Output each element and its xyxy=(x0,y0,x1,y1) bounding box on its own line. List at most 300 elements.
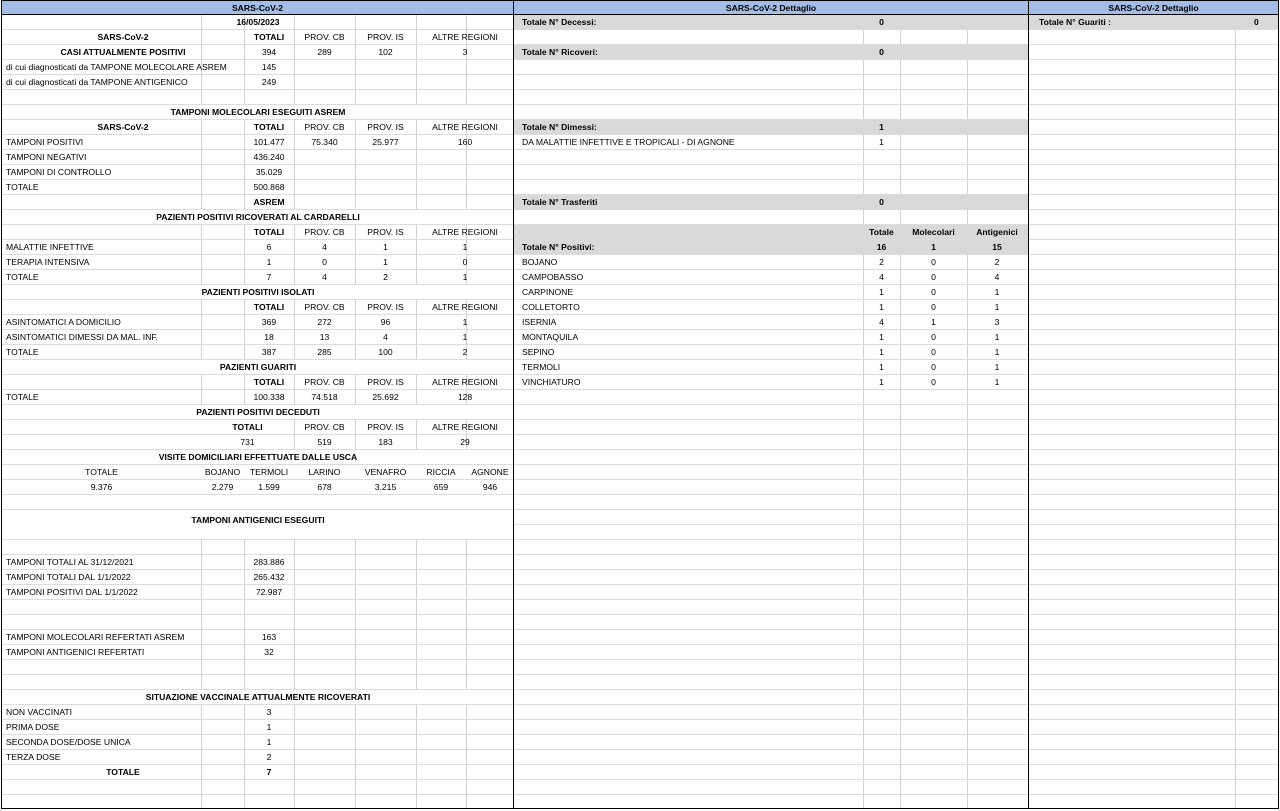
refertati-antigenici-row xyxy=(2,645,513,660)
col-cb: PROV. CB xyxy=(304,377,345,387)
col-totali: TOTALI xyxy=(253,32,285,42)
col-totali: TOTALI xyxy=(201,420,294,434)
blank-row xyxy=(514,165,1028,180)
blank-row xyxy=(1029,495,1278,510)
header-row xyxy=(2,30,513,45)
report-date: 16/05/2023 xyxy=(236,17,280,27)
comune-name: TERMOLI xyxy=(522,362,561,372)
guariti-val: 0 xyxy=(1254,17,1259,27)
deceduti-title-row xyxy=(2,405,513,420)
col-is: PROV. IS xyxy=(367,377,404,387)
blank-row xyxy=(1029,540,1278,555)
comune-tot: 2 xyxy=(879,257,884,267)
blank-row xyxy=(1029,795,1278,809)
col-cb: PROV. CB xyxy=(304,422,345,432)
comune-mol: 1 xyxy=(931,317,936,327)
col-antigenici: Antigenici xyxy=(976,227,1018,237)
cell-altre: 0 xyxy=(462,257,468,267)
col-is: PROV. IS xyxy=(367,227,404,237)
col-totali: TOTALI xyxy=(253,227,285,237)
vaccini-totale-row xyxy=(2,765,513,780)
dimessi-detail-row xyxy=(514,135,1028,150)
comune-tot: 1 xyxy=(879,377,884,387)
comune-mol: 0 xyxy=(931,272,936,282)
comune-ant: 1 xyxy=(994,347,1000,357)
blank-row xyxy=(514,675,1028,690)
ricoverati-intensiva-row xyxy=(2,255,513,270)
blank-row xyxy=(1029,420,1278,435)
row-label: TOTALE xyxy=(6,272,39,282)
guariti-title-row xyxy=(2,360,513,375)
dimessi-row xyxy=(514,120,1028,135)
cell-cb: 74.518 xyxy=(311,392,338,402)
blank-row xyxy=(1029,675,1278,690)
deceduti-header-row xyxy=(2,420,513,435)
blank-row xyxy=(514,150,1028,165)
vaccini-terza-row xyxy=(2,750,513,765)
blank-row xyxy=(514,660,1028,675)
positivi-mol: 1 xyxy=(931,242,936,252)
usca-header-row xyxy=(2,465,513,480)
cell-val: 265.432 xyxy=(253,572,285,582)
cell-tot: 7 xyxy=(266,272,272,282)
col-name: SARS-CoV-2 xyxy=(97,122,149,132)
blank-row xyxy=(1029,270,1278,285)
usca-val: 659 xyxy=(433,482,449,492)
molecolare-val: 145 xyxy=(261,62,277,72)
molecolare-row xyxy=(2,60,513,75)
guariti-panel xyxy=(1028,0,1279,809)
usca-val: 9.376 xyxy=(2,480,201,494)
blank-row xyxy=(1029,45,1278,60)
blank-row xyxy=(1029,375,1278,390)
tamponi-header-row xyxy=(2,120,513,135)
isolati-title-row xyxy=(2,285,513,300)
comune-mol: 0 xyxy=(931,332,936,342)
antigenici-pos-row xyxy=(2,585,513,600)
usca-val: 946 xyxy=(482,482,498,492)
cell-is: 4 xyxy=(383,332,388,342)
usca-title: VISITE DOMICILIARI EFFETTUATE DALLE USCA xyxy=(2,450,514,464)
blank-row xyxy=(1029,555,1278,570)
positivi-row xyxy=(514,240,1028,255)
usca-val: 3.215 xyxy=(374,482,397,492)
usca-values-row xyxy=(2,480,513,495)
tamponi-title: TAMPONI MOLECOLARI ESEGUITI ASREM xyxy=(2,105,514,119)
blank-row xyxy=(514,600,1028,615)
blank-row xyxy=(1029,615,1278,630)
cell-altre: 160 xyxy=(457,137,473,147)
positivi-header-row xyxy=(514,225,1028,240)
vaccini-non-row xyxy=(2,705,513,720)
row-label: TERAPIA INTENSIVA xyxy=(6,257,90,267)
guariti-header-row xyxy=(2,375,513,390)
col-is: PROV. IS xyxy=(367,122,404,132)
date-row xyxy=(2,15,513,30)
guariti-header: SARS-CoV-2 Dettaglio xyxy=(1029,1,1278,15)
blank-row xyxy=(1029,780,1278,795)
comune-name: CAMPOBASSO xyxy=(522,272,584,282)
blank-row xyxy=(1029,390,1278,405)
blank-row xyxy=(1029,765,1278,780)
row-label: TAMPONI MOLECOLARI REFERTATI ASREM xyxy=(6,632,185,642)
blank-row xyxy=(2,615,513,630)
positivi-label: Totale N° Positivi: xyxy=(522,242,595,252)
dimessi-detail-label: DA MALATTIE INFETTIVE E TROPICALI - DI AGNONE xyxy=(522,137,735,147)
guariti-label: Totale N° Guariti : xyxy=(1039,17,1112,27)
row-label: SECONDA DOSE/DOSE UNICA xyxy=(6,737,131,747)
comune-row xyxy=(514,255,1028,270)
row-label: TAMPONI POSITIVI DAL 1/1/2022 xyxy=(6,587,138,597)
main-sheet-header: SARS-CoV-2 xyxy=(2,1,513,15)
cell-is: 25.692 xyxy=(372,392,399,402)
blank-row xyxy=(1029,585,1278,600)
col-altre: ALTRE REGIONI xyxy=(432,32,498,42)
usca-col: LARINO xyxy=(308,467,341,477)
blank-row xyxy=(514,420,1028,435)
cell-cb: 0 xyxy=(322,257,327,267)
blank-row xyxy=(1029,75,1278,90)
decessi-label: Totale N° Decessi: xyxy=(522,17,597,27)
cell-tot: 35.029 xyxy=(255,167,283,177)
blank-row xyxy=(2,495,513,510)
tamponi-title-row xyxy=(2,105,513,120)
usca-col: VENAFRO xyxy=(364,467,407,477)
blank-row xyxy=(2,660,513,675)
asrem-label: ASREM xyxy=(253,197,285,207)
col-totali: TOTALI xyxy=(253,302,285,312)
antigenici-title: TAMPONI ANTIGENICI ESEGUITI xyxy=(2,513,514,527)
blank-row xyxy=(1029,105,1278,120)
blank-row xyxy=(1029,255,1278,270)
blank-row xyxy=(1029,570,1278,585)
cell-val: 2 xyxy=(266,752,272,762)
casi-label: CASI ATTUALMENTE POSITIVI xyxy=(60,47,186,57)
deceduti-title: PAZIENTI POSITIVI DECEDUTI xyxy=(2,405,514,419)
cell-cb: 272 xyxy=(317,317,332,327)
blank-row xyxy=(514,450,1028,465)
comune-row xyxy=(514,315,1028,330)
usca-val: 1.599 xyxy=(258,482,280,492)
blank-row xyxy=(1029,120,1278,135)
cell-cb: 4 xyxy=(322,242,327,252)
blank-row xyxy=(1029,90,1278,105)
tamponi-controllo-row xyxy=(2,165,513,180)
blank-row xyxy=(1029,150,1278,165)
blank-row xyxy=(1029,330,1278,345)
col-cb: PROV. CB xyxy=(304,227,345,237)
guariti-title: PAZIENTI GUARITI xyxy=(2,360,514,374)
col-cb: PROV. CB xyxy=(304,302,345,312)
comune-mol: 0 xyxy=(931,257,936,267)
comune-tot: 4 xyxy=(879,317,884,327)
usca-title-row xyxy=(2,450,513,465)
cell-tot: 6 xyxy=(266,242,272,252)
cell-tot: 1 xyxy=(266,257,272,267)
blank-row xyxy=(514,645,1028,660)
blank-row xyxy=(514,630,1028,645)
usca-col: TOTALE xyxy=(2,465,201,479)
isolati-title: PAZIENTI POSITIVI ISOLATI xyxy=(2,285,514,299)
comune-row xyxy=(514,270,1028,285)
blank-row xyxy=(1029,285,1278,300)
blank-row xyxy=(1029,135,1278,150)
comune-tot: 4 xyxy=(879,272,884,282)
comune-tot: 1 xyxy=(879,347,884,357)
blank-row xyxy=(514,405,1028,420)
comune-mol: 0 xyxy=(931,347,936,357)
ricoveri-row xyxy=(514,45,1028,60)
positivi-ant: 15 xyxy=(992,242,1002,252)
row-label: PRIMA DOSE xyxy=(6,722,60,732)
isolati-domicilio-row xyxy=(2,315,513,330)
vaccini-prima-row xyxy=(2,720,513,735)
tamponi-negativi-row xyxy=(2,150,513,165)
trasferiti-val: 0 xyxy=(879,197,884,207)
comune-name: COLLETORTO xyxy=(522,302,580,312)
cell-val: 72.987 xyxy=(255,587,283,597)
refertati-molecolari-row xyxy=(2,630,513,645)
col-totali: TOTALI xyxy=(253,377,285,387)
blank-row xyxy=(1029,750,1278,765)
ricoverati-header-row xyxy=(2,225,513,240)
cell-cb: 4 xyxy=(322,272,327,282)
row-label: TOTALE xyxy=(6,347,39,357)
vaccini-title-row xyxy=(2,690,513,705)
blank-row xyxy=(1029,180,1278,195)
dimessi-label: Totale N° Dimessi: xyxy=(522,122,597,132)
blank-row xyxy=(2,525,513,540)
comune-ant: 4 xyxy=(994,272,1000,282)
col-altre: ALTRE REGIONI xyxy=(432,122,498,132)
comune-row xyxy=(514,375,1028,390)
antigenico-row xyxy=(2,75,513,90)
dimessi-detail-val: 1 xyxy=(879,137,884,147)
ricoverati-title: PAZIENTI POSITIVI RICOVERATI AL CARDARELLI xyxy=(2,210,514,224)
blank-row xyxy=(1029,450,1278,465)
main-sheet-panel xyxy=(1,0,514,809)
blank-row xyxy=(514,75,1028,90)
blank-row xyxy=(1029,60,1278,75)
row-label: TAMPONI DI CONTROLLO xyxy=(6,167,112,177)
cell-is: 1 xyxy=(383,242,388,252)
ricoveri-label: Totale N° Ricoveri: xyxy=(522,47,598,57)
decessi-row xyxy=(514,15,1028,30)
cell-val: 163 xyxy=(261,632,277,642)
cell-val: 1 xyxy=(266,737,272,747)
comune-tot: 1 xyxy=(879,287,884,297)
col-cb: PROV. CB xyxy=(304,32,345,42)
cell-altre: 1 xyxy=(462,272,468,282)
molecolare-label: di cui diagnosticati da TAMPONE MOLECOLARE ASREM xyxy=(6,62,227,72)
cell-is: 100 xyxy=(378,347,393,357)
isolati-totale-row xyxy=(2,345,513,360)
blank-row xyxy=(1029,630,1278,645)
blank-row xyxy=(514,105,1028,120)
blank-row xyxy=(514,495,1028,510)
vaccini-seconda-row xyxy=(2,735,513,750)
blank-row xyxy=(1029,405,1278,420)
blank-row xyxy=(1029,195,1278,210)
blank-row xyxy=(2,600,513,615)
col-altre: ALTRE REGIONI xyxy=(432,422,498,432)
detail-grid xyxy=(514,15,1028,808)
cell-altre: 1 xyxy=(462,332,468,342)
cell-cb: 13 xyxy=(319,332,330,342)
blank-row xyxy=(514,705,1028,720)
row-label: TAMPONI POSITIVI xyxy=(6,137,84,147)
deceduti-values-row xyxy=(2,435,513,450)
usca-col: TERMOLI xyxy=(249,467,289,477)
comune-tot: 1 xyxy=(879,362,884,372)
cell-altre: 29 xyxy=(460,437,470,447)
trasferiti-row xyxy=(514,195,1028,210)
usca-val: 2.279 xyxy=(211,482,234,492)
blank-row xyxy=(1029,300,1278,315)
detail-header: SARS-CoV-2 Dettaglio xyxy=(514,1,1028,15)
blank-row xyxy=(514,765,1028,780)
comune-tot: 1 xyxy=(879,302,884,312)
ricoverati-infettive-row xyxy=(2,240,513,255)
row-label: TAMPONI TOTALI AL 31/12/2021 xyxy=(6,557,134,567)
blank-row xyxy=(514,480,1028,495)
comune-name: CARPINONE xyxy=(522,287,574,297)
blank-row xyxy=(514,585,1028,600)
blank-row xyxy=(1029,240,1278,255)
comune-mol: 0 xyxy=(931,302,936,312)
blank-row xyxy=(1029,600,1278,615)
guariti-totale-row xyxy=(2,390,513,405)
comune-ant: 1 xyxy=(994,287,1000,297)
blank-row xyxy=(514,465,1028,480)
cell-val: 32 xyxy=(264,647,274,657)
blank-row xyxy=(1029,735,1278,750)
blank-row xyxy=(1029,690,1278,705)
blank-row xyxy=(1029,210,1278,225)
col-altre: ALTRE REGIONI xyxy=(432,227,498,237)
antigenico-val: 249 xyxy=(261,77,277,87)
cell-tot: 500.868 xyxy=(253,182,285,192)
row-label: ASINTOMATICI A DOMICILIO xyxy=(6,317,121,327)
comune-row xyxy=(514,360,1028,375)
isolati-dimessi-row xyxy=(2,330,513,345)
row-label: TOTALE xyxy=(106,767,140,777)
dimessi-val: 1 xyxy=(879,122,884,132)
row-label: MALATTIE INFETTIVE xyxy=(6,242,94,252)
comune-ant: 1 xyxy=(994,302,1000,312)
comune-row xyxy=(514,300,1028,315)
row-label: ASINTOMATICI DIMESSI DA MAL. INF. xyxy=(6,332,159,342)
col-totale: Totale xyxy=(869,227,894,237)
comune-ant: 2 xyxy=(994,257,1000,267)
usca-col: AGNONE xyxy=(471,467,509,477)
col-name: SARS-CoV-2 xyxy=(97,32,149,42)
blank-row xyxy=(1029,480,1278,495)
comune-mol: 0 xyxy=(931,377,936,387)
detail-panel xyxy=(513,0,1029,809)
cell-tot: 101.477 xyxy=(253,137,285,147)
col-is: PROV. IS xyxy=(367,422,404,432)
col-altre: ALTRE REGIONI xyxy=(432,302,498,312)
blank-row xyxy=(2,780,513,795)
blank-row xyxy=(1029,510,1278,525)
blank-row xyxy=(1029,315,1278,330)
blank-row xyxy=(1029,645,1278,660)
cell-tot: 369 xyxy=(261,317,277,327)
blank-row xyxy=(514,525,1028,540)
blank-row xyxy=(2,540,513,555)
cell-cb: 519 xyxy=(317,437,332,447)
col-totali: TOTALI xyxy=(253,122,285,132)
blank-row xyxy=(1029,165,1278,180)
ricoverati-totale-row xyxy=(2,270,513,285)
comune-mol: 0 xyxy=(931,287,936,297)
casi-altre: 3 xyxy=(462,47,468,57)
usca-col: RICCIA xyxy=(426,467,456,477)
blank-row xyxy=(514,615,1028,630)
blank-row xyxy=(1029,225,1278,240)
blank-row xyxy=(2,675,513,690)
blank-row xyxy=(514,720,1028,735)
row-label: TOTALE xyxy=(6,182,39,192)
col-is: PROV. IS xyxy=(367,302,404,312)
ricoverati-title-row xyxy=(2,210,513,225)
cell-is: 183 xyxy=(378,437,393,447)
cell-val: 1 xyxy=(266,722,272,732)
blank-row xyxy=(514,210,1028,225)
blank-row xyxy=(514,690,1028,705)
blank-row xyxy=(514,540,1028,555)
cell-altre: 1 xyxy=(462,242,468,252)
blank-row xyxy=(1029,465,1278,480)
cell-is: 96 xyxy=(380,317,391,327)
col-cb: PROV. CB xyxy=(304,122,345,132)
cell-cb: 285 xyxy=(317,347,332,357)
comune-name: BOJANO xyxy=(522,257,558,267)
blank-row xyxy=(514,90,1028,105)
blank-row xyxy=(1029,435,1278,450)
blank-row xyxy=(2,90,513,105)
tamponi-positivi-row xyxy=(2,135,513,150)
comune-name: MONTAQUILA xyxy=(522,332,579,342)
blank-row xyxy=(514,390,1028,405)
row-label: TAMPONI TOTALI DAL 1/1/2022 xyxy=(6,572,131,582)
cell-tot: 387 xyxy=(261,347,277,357)
blank-row xyxy=(514,795,1028,809)
comune-ant: 1 xyxy=(994,377,1000,387)
comune-name: SEPINO xyxy=(522,347,555,357)
blank-row xyxy=(1029,525,1278,540)
usca-val: 678 xyxy=(317,482,332,492)
cell-tot: 18 xyxy=(264,332,274,342)
col-altre: ALTRE REGIONI xyxy=(432,377,498,387)
cell-tot: 436.240 xyxy=(253,152,285,162)
decessi-val: 0 xyxy=(879,17,884,27)
row-label: TERZA DOSE xyxy=(6,752,61,762)
usca-col: BOJANO xyxy=(204,467,241,477)
blank-row xyxy=(1029,720,1278,735)
casi-cb: 289 xyxy=(317,47,332,57)
row-label: TAMPONI NEGATIVI xyxy=(6,152,87,162)
cell-val: 7 xyxy=(266,767,272,777)
guariti-grid xyxy=(1029,15,1278,808)
blank-row xyxy=(1029,660,1278,675)
cell-is: 25.977 xyxy=(372,137,399,147)
comune-name: VINCHIATURO xyxy=(522,377,581,387)
cell-altre: 2 xyxy=(462,347,468,357)
trasferiti-label: Totale N° Trasferiti xyxy=(522,197,598,207)
cell-tot: 731 xyxy=(201,435,294,449)
